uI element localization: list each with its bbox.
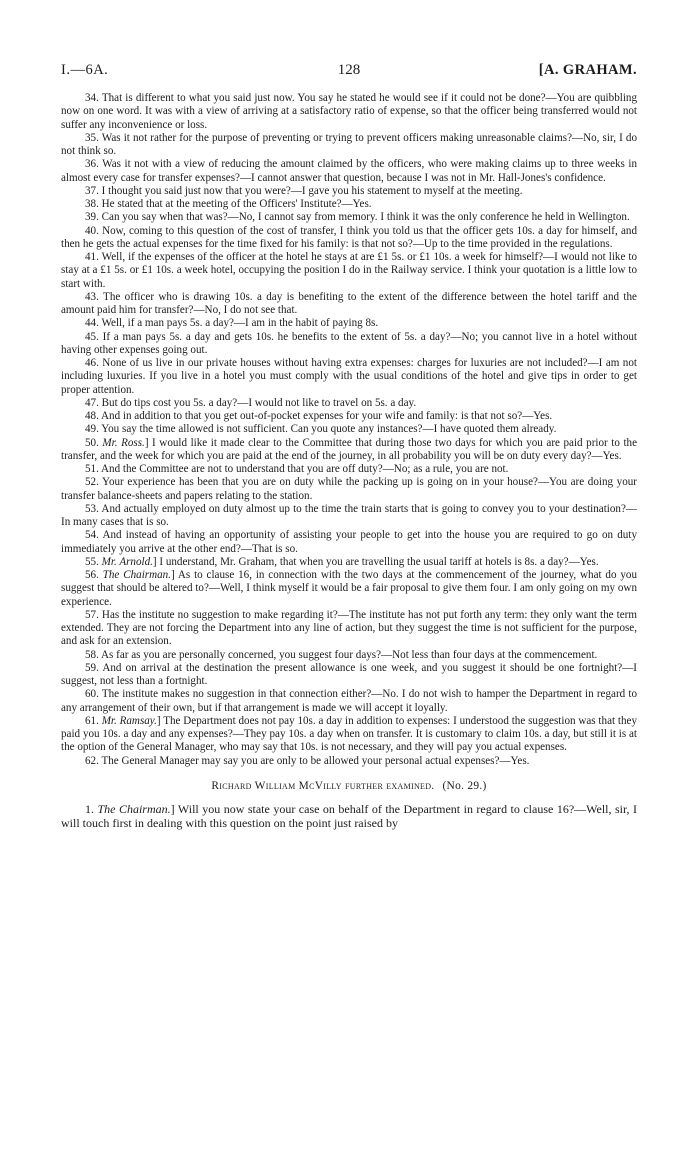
section-number: (No. 29.) <box>442 779 487 792</box>
section-title: Richard William McVilly further examined. <box>211 779 435 792</box>
testimony-paragraph: 43. The officer who is drawing 10s. a day is benefiting to the extent of the difference between the hotel tariff and the amount paid him for transfer?—No, I do not see that. <box>61 290 637 316</box>
testimony-paragraph: 37. I thought you said just now that you were?—I gave you his statement to myself at the meeting. <box>85 184 523 197</box>
testimony-paragraph: 61. Mr. Ramsay.] The Department does not pay 10s. a day in addition to expenses: I understood the suggestion was that they paid you 10s. a day and any expenses?—They pay 10s. a day when on transfer. It is customary to claim 10s. a day, but still it is at the option of the General Manager, who may say that 10s. is not necessary, and they will pay you actual expenses. <box>61 714 637 754</box>
testimony-paragraph: 53. And actually employed on duty almost up to the time the train starts that is going to convey you to your destination?—In many cases that is so. <box>61 502 637 528</box>
speaker-name: The Chairman. <box>102 569 171 581</box>
witness-name-header: [A. GRAHAM. <box>538 62 637 78</box>
testimony-paragraph: 50. Mr. Ross.] I would like it made clear to the Committee that during those two days for which you are paid prior to the transfer, and the week for which you are paid at the end of the journey, in all probability you will be on duty every day?—Yes. <box>61 436 638 462</box>
paper-reference: I.—6A. <box>61 62 109 78</box>
testimony-paragraph: 38. He stated that at the meeting of the Officers' Institute?—Yes. <box>85 198 372 210</box>
testimony-paragraph: 59. And on arrival at the destination the present allowance is one week, and you suggest it should be one fortnight?—I suggest, not less than a fortnight. <box>61 661 637 687</box>
document-page <box>61 62 637 831</box>
speaker-name: Mr. Ross. <box>102 436 145 449</box>
testimony-paragraph: 46. None of us live in our private houses without having extra expenses: charges for luxuries are not included?—I am not including luxuries. If you live in a hotel you must comply with the usual conditions of the hotel and give tips in order to get proper attention. <box>61 357 637 396</box>
testimony-paragraph: 48. And in addition to that you get out-of-pocket expenses for your wife and family: is that not so?—Yes. <box>85 410 553 422</box>
testimony-paragraph: 56. The Chairman.] As to clause 16, in connection with the two days at the commencement of the journey, what do you suggest that should be altered to?—Well, I think myself it would be a fair proposal to give them four. I am only going on my own experience. <box>61 569 638 608</box>
testimony-paragraph: 36. Was it not with a view of reducing the amount claimed by the officers, who were making claims up to three weeks in almost every case for transfer expenses?—I cannot answer that question, because I was not in Mr. Hall-Jones's confidence. <box>61 158 637 184</box>
speaker-name: Mr. Ramsay. <box>101 714 157 727</box>
testimony-paragraph: 34. That is different to what you said just now. You say he stated he would see if it could not be done?—You are quibbling now on one word. It was with a view of arriving at a satisfactory ratio of expense, so that the officer being transferred would not suffer any inconvenience or loss. <box>61 92 637 131</box>
page-header <box>61 62 637 92</box>
testimony-paragraph: 44. Well, if a man pays 5s. a day?—I am in the habit of paying 8s. <box>85 317 379 330</box>
testimony-body <box>61 92 637 768</box>
section-heading <box>61 780 637 792</box>
closing-body <box>61 802 637 831</box>
testimony-paragraph: 47. But do tips cost you 5s. a day?—I would not like to travel on 5s. a day. <box>85 396 417 409</box>
testimony-paragraph: 62. The General Manager may say you are only to be allowed your personal actual expenses?—Yes. <box>85 754 530 767</box>
testimony-paragraph: 51. And the Committee are not to understand that you are off duty?—No; as a rule, you are not. <box>85 463 509 475</box>
testimony-paragraph: 54. And instead of having an opportunity of assisting your people to get into the house you are required to go on duty immediately you arrive at the other end?—That is so. <box>61 529 637 555</box>
testimony-paragraph: 39. Can you say when that was?—No, I cannot say from memory. I think it was the only conference he held in Wellington. <box>85 211 630 224</box>
testimony-paragraph: 49. You say the time allowed is not sufficient. Can you quote any instances?—I have quoted them already. <box>85 423 557 436</box>
testimony-paragraph: 57. Has the institute no suggestion to make regarding it?—The institute has not put forth any term: they only want the term extended. They are not forcing the Department into any line of action, but they suggest the time is not sufficient for the purpose, and ask for an extension. <box>61 608 637 648</box>
testimony-paragraph: 52. Your experience has been that you are on duty while the packing up is going on in your house?—You are doing your transfer balance-sheets and papers relating to the station. <box>61 476 637 502</box>
testimony-paragraph: 45. If a man pays 5s. a day and gets 10s. he benefits to the extent of 5s. a day?—No; you cannot live in a hotel without having other expenses going out. <box>61 330 637 356</box>
testimony-paragraph: 60. The institute makes no suggestion in that connection either?—No. I do not wish to hamper the Department in regard to any arrangement of their own, but if that arrangement is made we will accept it loyally. <box>61 688 637 714</box>
page-number: 128 <box>337 62 361 78</box>
testimony-paragraph: 58. As far as you are personally concerned, you suggest four days?—Not less than four days at the commencement. <box>85 648 598 661</box>
closing-paragraph: 1. The Chairman.] Will you now state your case on behalf of the Department in regard to clause 16?—Well, sir, I will touch first in dealing with this question on the point just raised by <box>61 801 637 831</box>
testimony-paragraph: 41. Well, if the expenses of the officer at the hotel he stays at are £1 5s. or £1 10s. a week for himself?—I would not like to stay at a £1 5s. or £1 10s. a week hotel, occupying the position I do in the Railway service. I think your quotation is a little low to start with. <box>61 251 637 290</box>
speaker-name: The Chairman. <box>97 801 171 816</box>
testimony-paragraph: 40. Now, coming to this question of the cost of transfer, I think you told us that the officer gets 10s. a day for himself, and then he gets the actual expenses for the time fixed for his family: is that not so?—Up to the time provided in the regulations. <box>61 224 637 250</box>
testimony-paragraph: 55. Mr. Arnold.] I understand, Mr. Graham, that when you are travelling the usual tariff at hotels is 8s. a day?—Yes. <box>85 555 599 568</box>
speaker-name: Mr. Arnold. <box>101 555 153 568</box>
testimony-paragraph: 35. Was it not rather for the purpose of preventing or trying to prevent officers making unreasonable claims?—No, sir, I do not think so. <box>61 131 637 157</box>
